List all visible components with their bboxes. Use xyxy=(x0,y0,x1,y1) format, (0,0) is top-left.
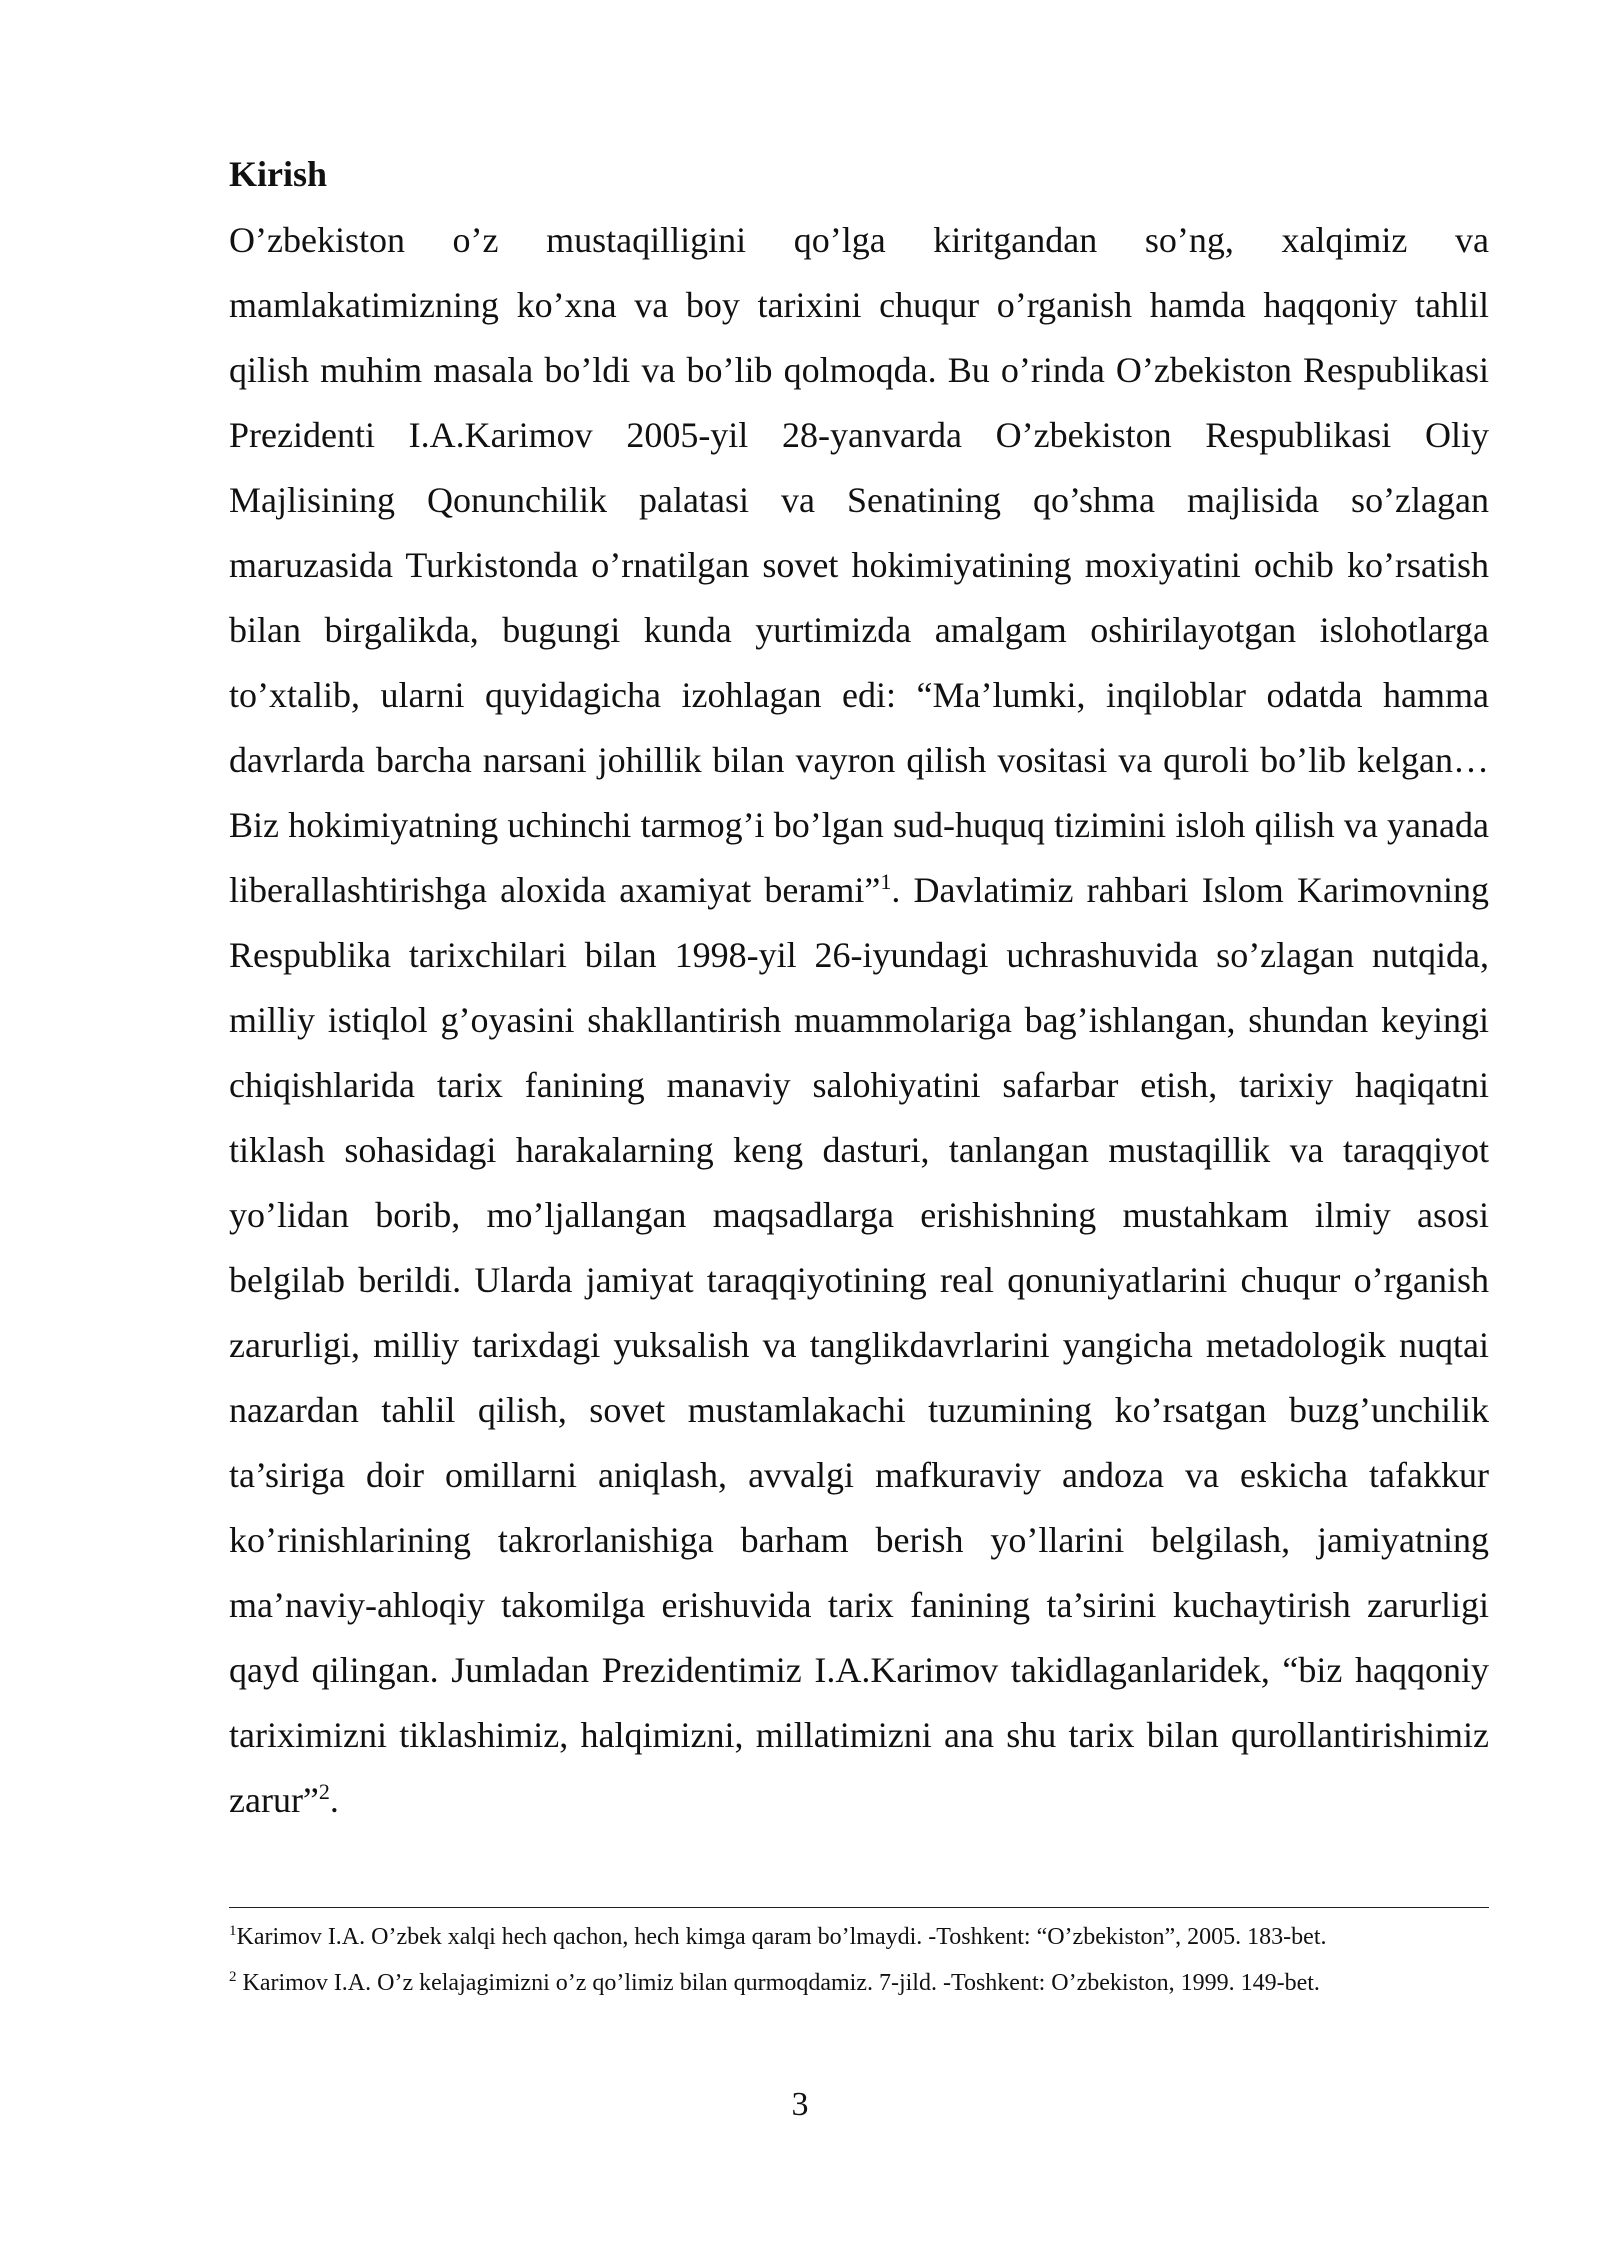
footnote-text-1: Karimov I.A. O’zbek xalqi hech qachon, hech kimga qaram bo’lmaydi. -Toshkent: “O’zbekiston”, 2005. 183-bet. xyxy=(236,1924,1327,1950)
footnote-reference-1[interactable]: 1 xyxy=(880,869,892,894)
footnotes xyxy=(229,1914,1519,2006)
paragraph-text-part-1: O’zbekiston o’z mustaqilligini qo’lga kiritgandan so’ng, xalqimiz va mamlakatimizning ko’xna va boy tarixini chuqur o’rganish hamda haqqoniy tahlil qilish muhim masala bo’ldi va bo’lib qolmoqda. Bu o’rinda O’zbekiston Respublikasi Prezidenti I.A.Karimov 2005-yil 28-yanvarda O’zbekiston Respublikasi Oliy Majlisining Qonunchilik palatasi va Senatining qo’shma majlisida so’zlagan maruzasida Turkistonda o’rnatilgan sovet hokimiyatining moxiyatini ochib ko’rsatish bilan birgalikda, bugungi kunda yurtimizda amalgam oshirilayotgan islohotlarga to’xtalib, ularni quyidagicha izohlagan edi: “Ma’lumki, inqiloblar odatda hamma davrlarda barcha narsani johillik bilan vayron qilish vositasi va quroli bo’lib kelgan… Biz hokimiyatning uchinchi tarmog’i bo’lgan sud-huquq tizimini isloh qilish va yanada liberallashtirishga aloxida axamiyat berami” xyxy=(229,220,1489,910)
paragraph-text-part-2: . Davlatimiz rahbari Islom Karimovning Respublika tarixchilari bilan 1998-yil 26-iyundagi uchrashuvida so’zlagan nutqida, milliy istiqlol g’oyasini shakllantirish muammolariga bag’ishlangan, shundan keyingi chiqishlarida tarix fanining manaviy salohiyatini safarbar etish, tarixiy haqiqatni tiklash sohasidagi harakalarning keng dasturi, tanlangan mustaqillik va taraqqiyot yo’lidan borib, mo’ljallangan maqsadlarga erishishning mustahkam ilmiy asosi belgilab berildi. Ularda jamiyat taraqqiyotining real qonuniyatlarini chuqur o’rganish zarurligi, milliy tarixdagi yuksalish va tanglikdavrlarini yangicha metadologik nuqtai nazardan tahlil qilish, sovet mustamlakachi tuzumining ko’rsatgan buzg’unchilik ta’siriga doir omillarni aniqlash, avvalgi mafkuraviy andoza va eskicha tafakkur ko’rinishlarining takrorlanishiga barham berish yo’llarini belgilash, jamiyatning ma’naviy-ahloqiy takomilga erishuvida tarix fanining ta’sirini kuchaytirish zarurligi qayd qilingan. Jumladan Prezidentimiz I.A.Karimov takidlaganlaridek, “biz haqqoniy tariximizni tiklashimiz, halqimizni, millatimizni ana shu tarix bilan qurollantirishimiz zarur” xyxy=(229,870,1489,1820)
page-number: 3 xyxy=(791,2086,809,2123)
footnote-text-2: Karimov I.A. O’z kelajagimizni o’z qo’limiz bilan qurmoqdamiz. 7-jild. -Toshkent: O’zbekiston, 1999. 149-bet. xyxy=(236,1970,1320,1996)
footnote-reference-2[interactable]: 2 xyxy=(318,1779,330,1804)
footnote-separator xyxy=(229,1907,1489,1908)
body-paragraph xyxy=(229,208,1489,1833)
footnote-2 xyxy=(229,1960,1519,2006)
footnote-1 xyxy=(229,1914,1519,1960)
footnote-marker-2: 2 xyxy=(229,1969,237,1985)
footnote-marker-1: 1 xyxy=(229,1923,237,1939)
section-heading: Kirish xyxy=(229,154,328,194)
paragraph-text-part-3: . xyxy=(329,1780,339,1820)
